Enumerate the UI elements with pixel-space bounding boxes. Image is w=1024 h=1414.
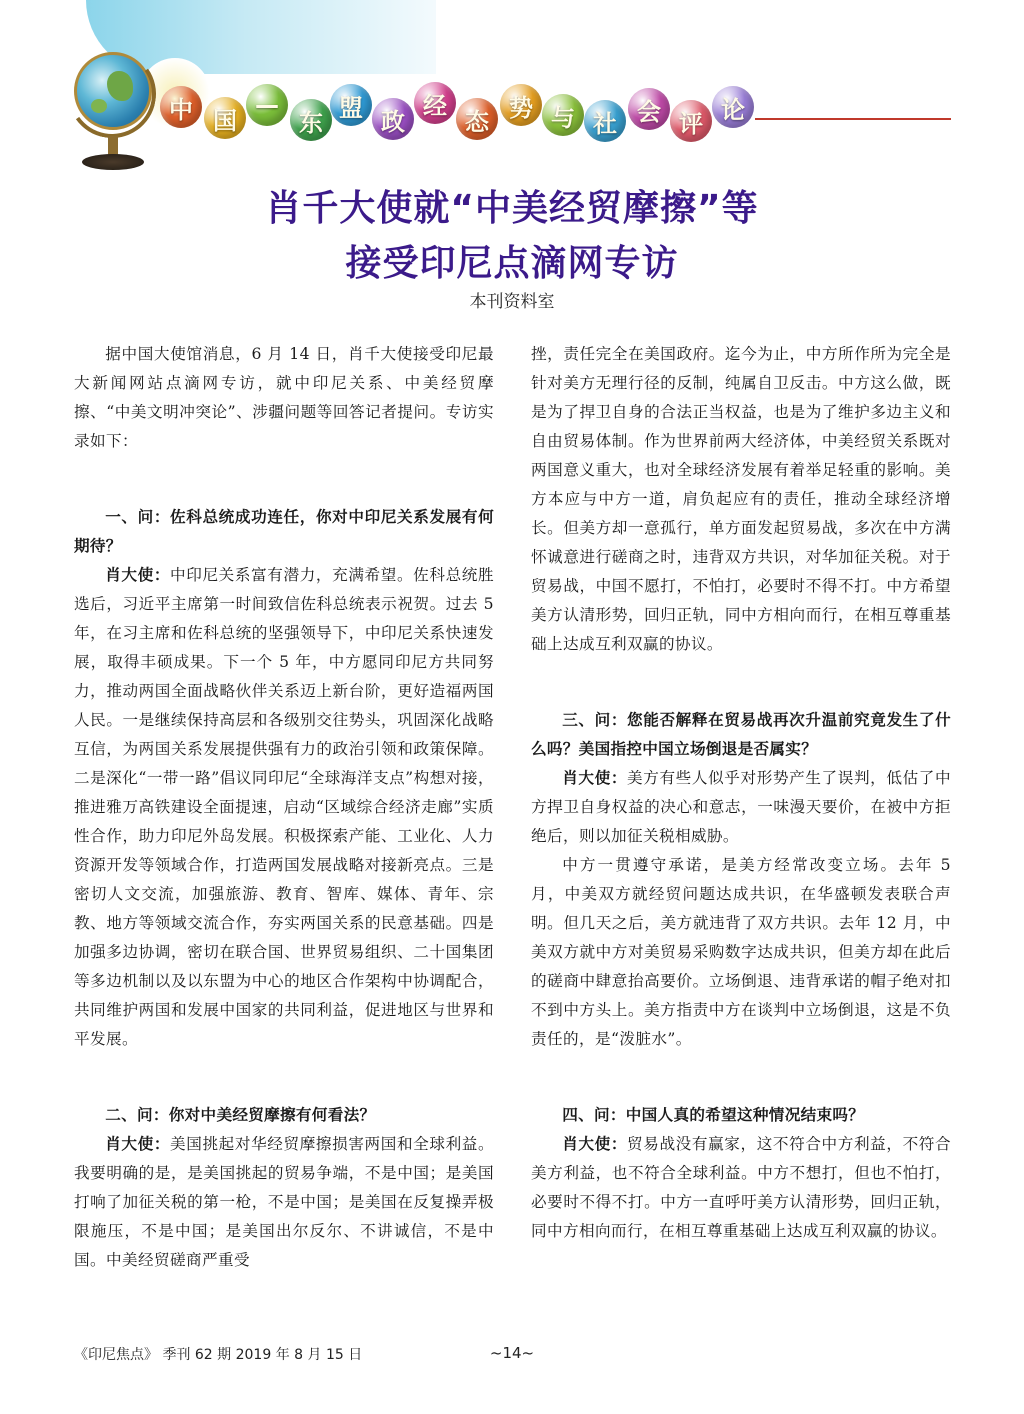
question-3: 三、问：您能否解释在贸易战再次升温前究竟发生了什么吗？美国指控中国立场倒退是否属实？: [531, 711, 951, 758]
series-badge: 东: [290, 99, 332, 141]
series-badge: 会: [628, 88, 670, 130]
column-series-badges: [0, 0, 1024, 160]
page-number: ~14~: [489, 1344, 535, 1362]
answer-2-part-1: [74, 1130, 494, 1275]
left-column: [74, 340, 494, 1275]
answer-3-text: 美方有些人似乎对形势产生了误判，低估了中方捍卫自身权益的决心和意志，一味漫天要价，在被中方拒绝后，则以加征关税相威胁。: [531, 769, 951, 845]
speaker-label: 肖大使：: [562, 769, 628, 787]
series-badge: 论: [712, 86, 754, 128]
answer-4-text: 贸易战没有赢家，这不符合中方利益，不符合美方利益，也不符合全球利益。中方不想打，但也不怕打，必要时不得不打。中方一直呼吁美方认清形势，回归正轨，同中方相向而行，在相互尊重基础上达成互利双赢的协议。: [531, 1135, 951, 1240]
answer-4: [531, 1130, 951, 1246]
series-badge: 评: [670, 100, 712, 142]
answer-2-text-part-1: 美国挑起对华经贸摩擦损害两国和全球利益。我要明确的是，是美国挑起的贸易争端，不是中国；是美国打响了加征关税的第一枪，不是中国；是美国在反复操弄极限施压，不是中国；是美国出尔反尔、不讲诚信，不是中国。中美经贸磋商严重受: [74, 1135, 494, 1269]
series-badge: 态: [456, 98, 498, 140]
series-badge: 国: [204, 97, 246, 139]
series-badge: 中: [160, 86, 202, 128]
question-4: 四、问：中国人真的希望这种情况结束吗？: [562, 1106, 865, 1124]
right-column: [531, 340, 951, 1246]
intro-paragraph: 据中国大使馆消息，6 月 14 日，肖千大使接受印尼最大新闻网站点滴网专访，就中印尼关系、中美经贸摩擦、“中美文明冲突论”、涉疆问题等回答记者提问。专访实录如下：: [74, 345, 494, 450]
question-2: 二、问：你对中美经贸摩擦有何看法？: [105, 1106, 376, 1124]
speaker-label: 肖大使：: [105, 1135, 171, 1153]
series-badge: —: [246, 84, 288, 126]
series-badge: 与: [542, 94, 584, 136]
series-badge: 社: [584, 100, 626, 142]
answer-1-text: 中印尼关系富有潜力，充满希望。佐科总统胜选后，习近平主席第一时间致信佐科总统表示祝贺。过去 5 年，在习主席和佐科总统的坚强领导下，中印尼关系快速发展，取得丰硕成果。下一个 5 年，中方愿同印尼方共同努力，推动两国全面战略伙伴关系迈上新台阶，更好造福两国人民。一是继续保持高层和各级别交往势头，巩固深化战略互信，为两国关系发展提供强有力的政治引领和政策保障。二是深化“一带一路”倡议同印尼“全球海洋支点”构想对接，推进雅万高铁建设全面提速，启动“区域综合经济走廊”实质性合作，助力印尼外岛发展。积极探索产能、工业化、人力资源开发等领域合作，打造两国发展战略对接新亮点。三是密切人文交流，加强旅游、教育、智库、媒体、青年、宗教、地方等领域交流合作，夯实两国关系的民意基础。四是加强多边协调，密切在联合国、世界贸易组织、二十国集团等多边机制以及以东盟为中心的地区合作架构中协调配合，共同维护两国和发展中国家的共同利益，促进地区与世界和平发展。: [74, 566, 494, 1048]
question-1: 一、问：佐科总统成功连任，你对中印尼关系发展有何期待？: [74, 508, 494, 555]
article-title-line-1: 肖千大使就“中美经贸摩擦”等: [265, 188, 759, 229]
answer-3-continued: 中方一贯遵守承诺，是美方经常改变立场。去年 5 月，中美双方就经贸问题达成共识，在华盛顿发表联合声明。但几天之后，美方就违背了双方共识。去年 12 月，中美双方就中方对美贸易采购数字达成共识，但美方却在此后的磋商中肆意抬高要价。立场倒退、违背承诺的帽子绝对扣不到中方头上。美方指责中方在谈判中立场倒退，这是不负责任的，是“泼脏水”。: [531, 856, 951, 1048]
byline: 本刊资料室: [469, 292, 555, 312]
answer-1: [74, 561, 494, 1054]
publication-info: 《印尼焦点》 季刊 62 期 2019 年 8 月 15 日: [74, 1347, 363, 1363]
series-badge: 势: [500, 84, 542, 126]
speaker-label: 肖大使：: [105, 566, 171, 584]
answer-2-part-2: 挫，责任完全在美国政府。迄今为止，中方所作所为完全是针对美方无理行径的反制，纯属自卫反击。中方这么做，既是为了捍卫自身的合法正当权益，也是为了维护多边主义和自由贸易体制。作为世界前两大经济体，中美经贸关系既对两国意义重大，也对全球经济发展有着举足轻重的影响。美方本应与中方一道，肩负起应有的责任，推动全球经济增长。但美方却一意孤行，单方面发起贸易战，多次在中方满怀诚意进行磋商之时，违背双方共识，对华加征关税。对于贸易战，中国不愿打，不怕打，必要时不得不打。中方希望美方认清形势，回归正轨，同中方相向而行，在相互尊重基础上达成互利双赢的协议。: [531, 345, 951, 653]
answer-3: [531, 764, 951, 851]
header-rule: [755, 118, 951, 120]
speaker-label: 肖大使：: [562, 1135, 628, 1153]
series-badge: 盟: [330, 84, 372, 126]
series-badge: 经: [414, 82, 456, 124]
series-badge: 政: [372, 98, 414, 140]
article-title-line-2: 接受印尼点滴网专访: [345, 243, 679, 284]
